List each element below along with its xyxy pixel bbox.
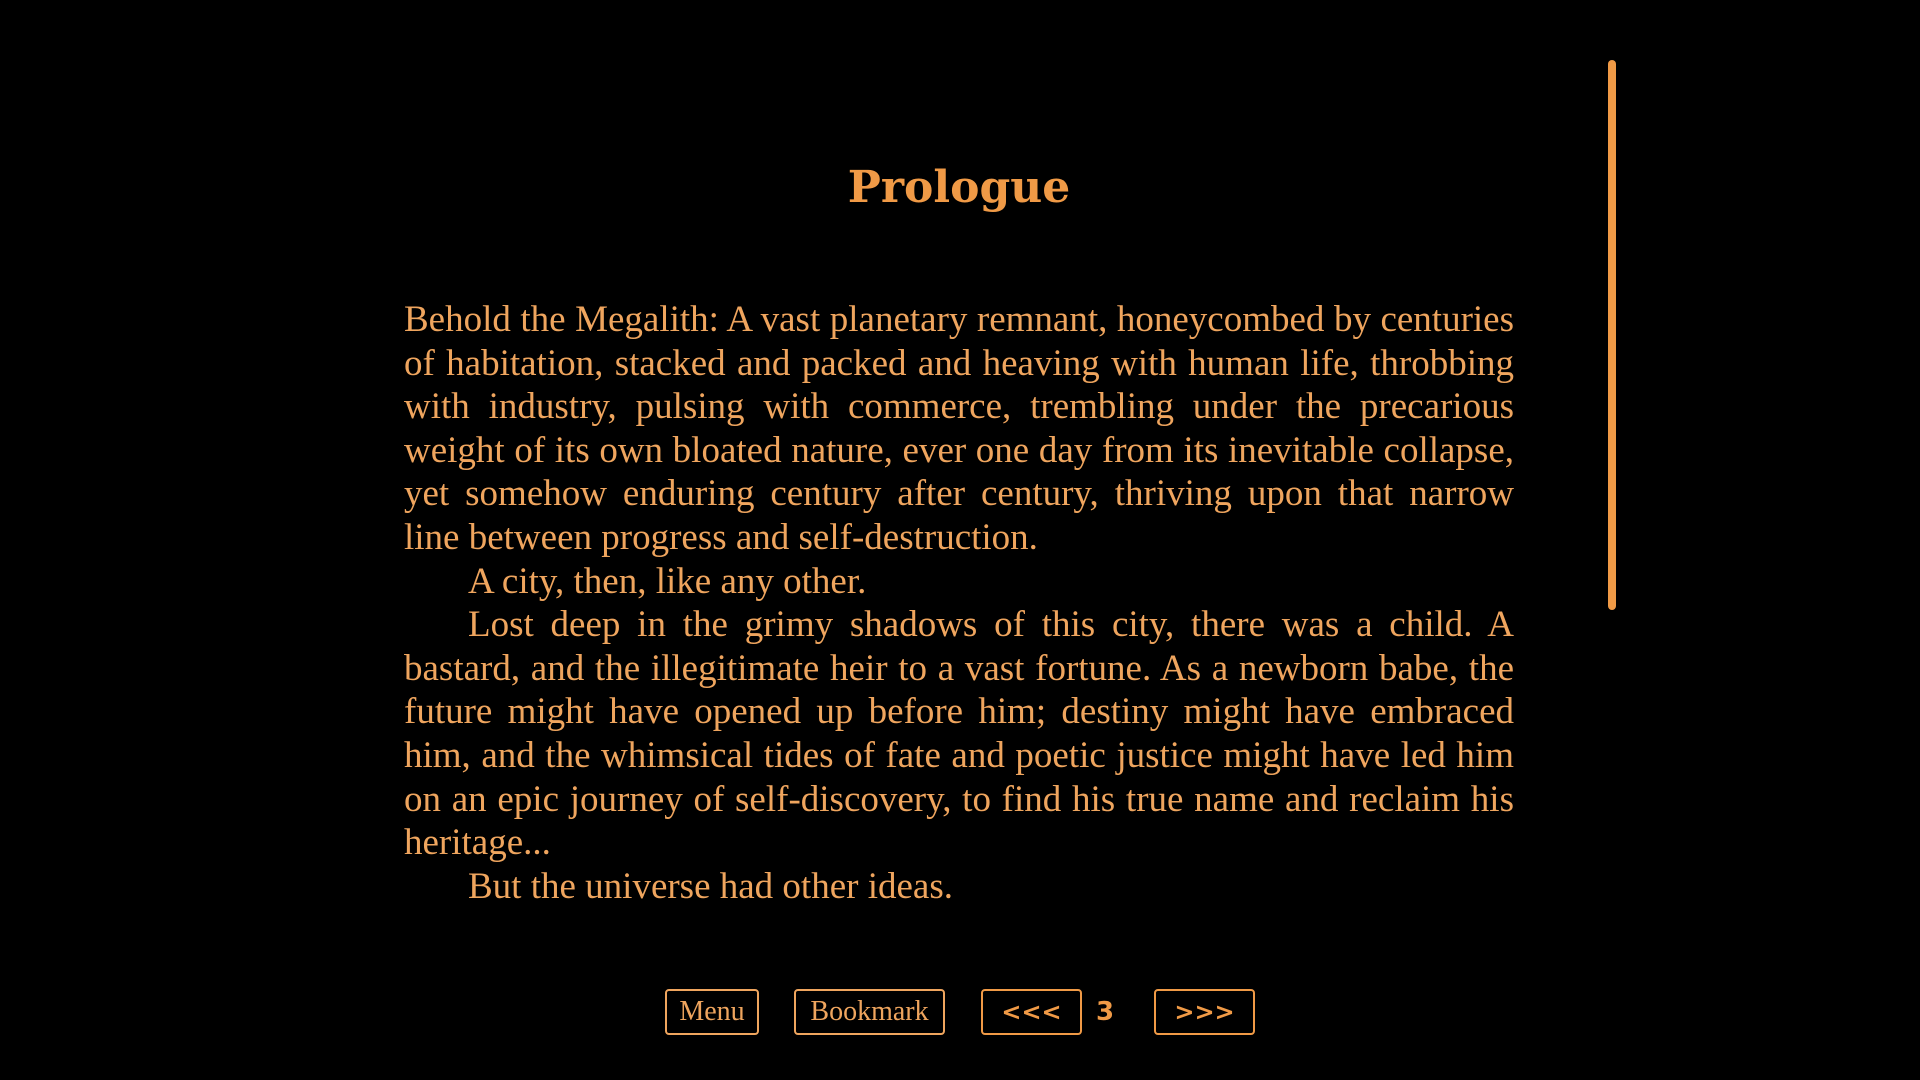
paragraph: Lost deep in the grimy shadows of this city, there was a child. A bastard, and the illegitimate heir to a vast fortune. As a newborn babe, the future might have opened up before him; destiny might have embraced him, and the whimsical tides of fate and poetic justice might have led him on an epic journey of self-discovery, to find his true name and reclaim his heritage... xyxy=(404,604,1514,864)
scrollbar-thumb[interactable] xyxy=(1608,60,1616,610)
next-page-button[interactable]: >>> xyxy=(1154,989,1255,1035)
scrollbar[interactable] xyxy=(1608,60,1616,610)
navigation-bar xyxy=(0,989,1920,1039)
chapter-title: Prologue xyxy=(847,162,1071,213)
story-passage xyxy=(404,298,1514,908)
paragraph: Behold the Megalith: A vast planetary remnant, honeycombed by centuries of habitation, stacked and packed and heaving with human life, throbbing with industry, pulsing with commerce, trembling under the precarious weight of its own bloated nature, ever one day from its inevitable collapse, yet somehow enduring century after century, thriving upon that narrow line between progress and self-destruction. xyxy=(404,299,1514,558)
menu-button[interactable]: Menu xyxy=(665,989,759,1035)
page-number: 3 xyxy=(1096,997,1115,1027)
paragraph: But the universe had other ideas. xyxy=(468,865,953,907)
bookmark-button[interactable]: Bookmark xyxy=(794,989,945,1035)
paragraph: A city, then, like any other. xyxy=(468,560,867,602)
previous-page-button[interactable]: <<< xyxy=(981,989,1082,1035)
